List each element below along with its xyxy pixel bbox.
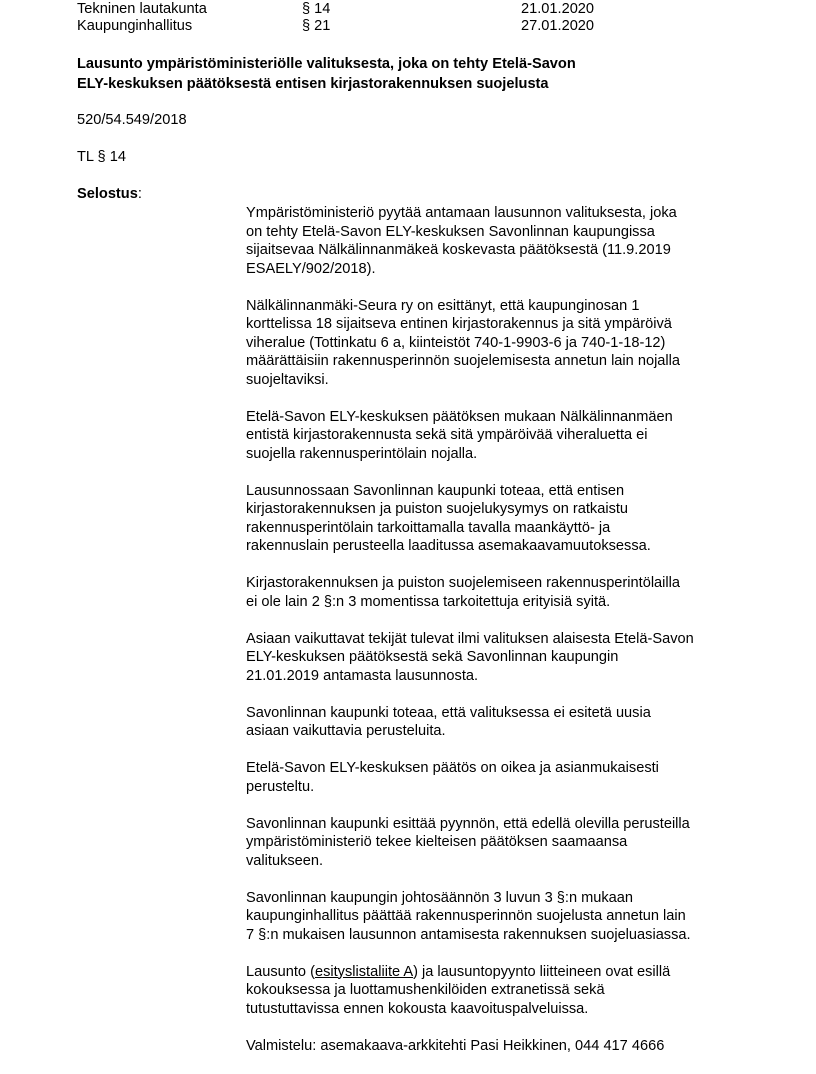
paragraph: Etelä-Savon ELY-keskuksen päätöksen mukaan Nälkälinnanmäen entistä kirjastorakennusta sekä sitä ympäröivää viheraluetta ei suojella rakennusperintölain nojalla. <box>246 408 673 462</box>
meeting-date: 21.01.2020 <box>521 1 595 17</box>
meeting-body-name: Kaupunginhallitus <box>77 18 193 34</box>
section-reference: TL § 14 <box>77 149 126 165</box>
meeting-body-name: Tekninen lautakunta <box>77 1 207 17</box>
paragraph: Lausunnossaan Savonlinnan kaupunki toteaa, että entisen kirjastorakennuksen ja puiston suojelukysymys on ratkaistu rakennusperintölain tarkoittamalla tavalla maankäyttö- ja rakennuslain perusteella laaditussa asemakaavamuutoksessa. <box>246 482 651 554</box>
selostus-colon: : <box>137 186 142 202</box>
paragraph: Savonlinnan kaupungin johtosäännön 3 luvun 3 §:n mukaan kaupunginhallitus päättää rakennusperinnön suojelusta annetun lain 7 §:n mukaisen lausunnon antamisesta rakennuksen suojeluasiassa. <box>246 889 691 943</box>
paragraph: Kirjastorakennuksen ja puiston suojelemiseen rakennusperintölailla ei ole lain 2 §:n 3 momentissa tarkoitettuja erityisiä syitä. <box>246 575 681 610</box>
selostus-label: Selostus <box>77 186 138 202</box>
section-number: § 14 <box>302 1 331 17</box>
diary-number: 520/54.549/2018 <box>77 112 187 128</box>
selostus-heading <box>77 185 142 204</box>
attachment-link[interactable]: esityslistaliite A <box>314 963 414 980</box>
header-row-city-board <box>77 17 777 35</box>
attachment-text-after: ) ja lausuntopyynto liitteineen ovat esillä kokouksessa ja luottamushenkilöiden extranetissä sekä tutustuttavissa ennen kokousta kaavoituspalveluissa. <box>246 963 671 1017</box>
paragraph: Nälkälinnanmäki-Seura ry on esittänyt, että kaupunginosan 1 korttelissa 18 sijaitseva entinen kirjastorakennus ja sitä ympäröivä viheralue (Tottinkatu 6 a, kiinteistöt 740-1-9903-6 ja 740-1-18-12) määrättäisiin rakennusperinnön suojelemisesta annetun lain nojalla suojeltaviksi. <box>246 297 681 388</box>
paragraph: Asiaan vaikuttavat tekijät tulevat ilmi valituksen alaisesta Etelä-Savon ELY-keskuksen päätöksestä sekä Savonlinnan kaupungin 21.01.2019 antamasta lausunnosta. <box>246 630 694 684</box>
header-row-technical-board <box>77 0 777 18</box>
paragraph: Ympäristöministeriö pyytää antamaan lausunnon valituksesta, joka on tehty Etelä-Savon ELY-keskuksen Savonlinnan kaupungissa sijaitsevaa Nälkälinnanmäkeä koskevasta päätöksestä (11.9.2019 ESAELY/902/2018). <box>246 205 677 277</box>
attachment-paragraph <box>246 963 746 1019</box>
meeting-date: 27.01.2020 <box>521 18 595 34</box>
paragraph: Savonlinnan kaupunki toteaa, että valituksessa ei esitetä uusia asiaan vaikuttavia perusteluita. <box>246 704 651 739</box>
paragraph: Savonlinnan kaupunki esittää pyynnön, että edellä olevilla perusteilla ympäristöministeriö tekee kielteisen päätöksen saamaansa valitukseen. <box>246 815 690 869</box>
document-title: Lausunto ympäristöministeriölle valituksesta, joka on tehty Etelä-Savon ELY-keskuksen päätöksestä entisen kirjastorakennuksen suojelusta <box>77 56 576 92</box>
attachment-text-before: Lausunto ( <box>246 963 315 980</box>
selostus-content <box>246 204 746 1074</box>
paragraph: Etelä-Savon ELY-keskuksen päätös on oikea ja asianmukaisesti perusteltu. <box>246 760 659 795</box>
section-number: § 21 <box>302 18 331 34</box>
preparer-info: Valmistelu: asemakaava-arkkitehti Pasi Heikkinen, 044 417 4666 <box>246 1037 665 1054</box>
